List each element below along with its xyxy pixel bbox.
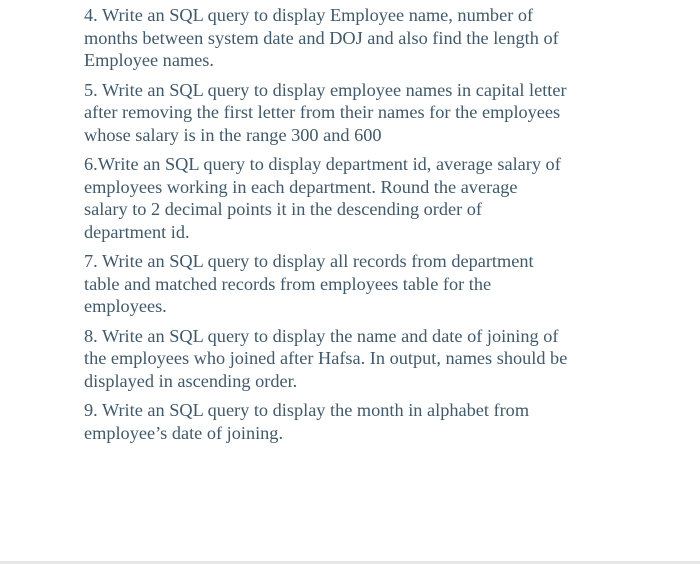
question-8: 8. Write an SQL query to display the name and date of joining of the employees who joined after Hafsa. In output, names should be displayed in ascending order. bbox=[84, 325, 568, 391]
question-5: 5. Write an SQL query to display employee names in capital letter after removing the first letter from their names for the employees whose salary is in the range 300 and 600 bbox=[84, 79, 567, 145]
question-4: 4. Write an SQL query to display Employee name, number of months between system date and DOJ and also find the length of Employee names. bbox=[84, 5, 559, 70]
question-list bbox=[84, 4, 644, 451]
question-7: 7. Write an SQL query to display all records from department table and matched records from employees table for the employees. bbox=[84, 251, 534, 316]
question-9: 9. Write an SQL query to display the month in alphabet from employee’s date of joining. bbox=[84, 400, 530, 443]
question-6: 6.Write an SQL query to display department id, average salary of employees working in each department. Round the average salary to 2 decimal points it in the descending order of department id. bbox=[84, 154, 561, 242]
